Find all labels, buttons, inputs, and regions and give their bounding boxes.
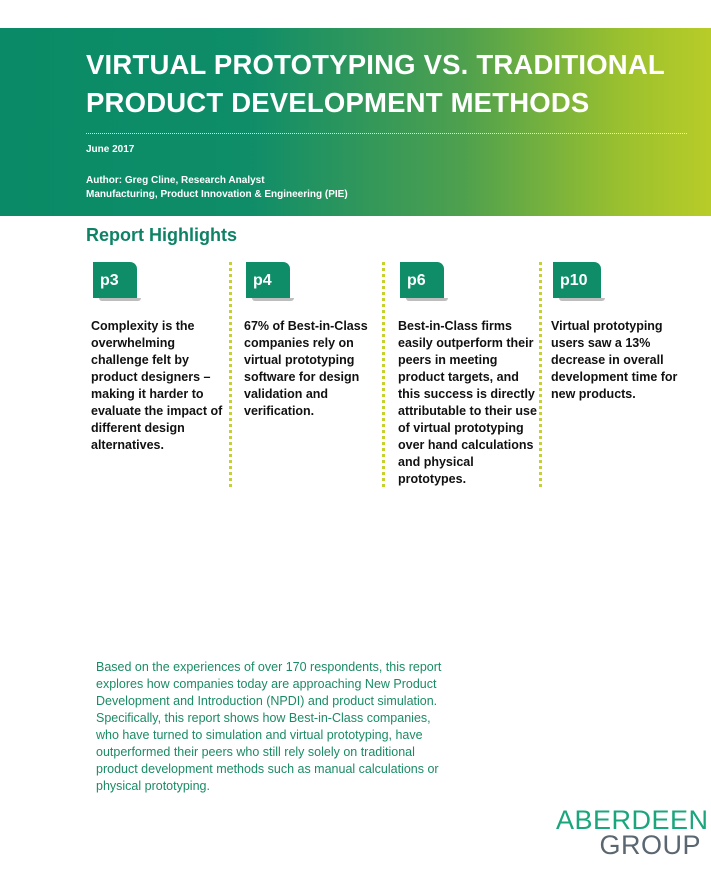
highlight-column (91, 262, 231, 454)
page-tab: p3 (93, 262, 137, 298)
author-practice: Manufacturing, Product Innovation & Engineering (PIE) (86, 189, 348, 200)
page-tab: p6 (400, 262, 444, 298)
report-title: VIRTUAL PROTOTYPING VS. TRADITIONAL PRODUCT DEVELOPMENT METHODS (86, 49, 665, 118)
highlights-heading: Report Highlights (86, 225, 237, 245)
report-summary: Based on the experiences of over 170 respondents, this report explores how companies today are approaching New Product Development and Introduction (NPDI) and product simulation. Specifically, this report shows how Best-in-Class companies, who have turned to simulation and virtual prototyping, have outperformed their peers who still rely solely on traditional product development methods such as manual calculations or physical prototyping. (96, 660, 442, 793)
logo-line-2: GROUP (599, 830, 701, 860)
aberdeen-logo (556, 805, 709, 860)
highlight-column (551, 262, 691, 403)
column-divider (229, 262, 232, 487)
column-divider (539, 262, 542, 487)
report-date: June 2017 (86, 144, 135, 155)
title-divider (86, 133, 687, 134)
page-tab: p4 (246, 262, 290, 298)
highlight-text: Complexity is the overwhelming challenge felt by product designers – making it harder to evaluate the impact of different design alternatives. (91, 319, 223, 452)
highlight-text: Best-in-Class firms easily outperform their peers in meeting product targets, and this success is directly attributable to their use of virtual prototyping over hand calculations and physical prototypes. (398, 319, 537, 486)
highlight-column (398, 262, 538, 488)
page-tab: p10 (553, 262, 601, 298)
author-block (86, 174, 348, 202)
logo-line-1: ABERDEEN (556, 805, 709, 835)
author-name: Author: Greg Cline, Research Analyst (86, 175, 265, 186)
column-divider (382, 262, 385, 487)
highlight-text: Virtual prototyping users saw a 13% decrease in overall development time for new products. (551, 319, 678, 401)
highlight-column (244, 262, 384, 420)
highlight-text: 67% of Best-in-Class companies rely on virtual prototyping software for design validation and verification. (244, 319, 368, 418)
